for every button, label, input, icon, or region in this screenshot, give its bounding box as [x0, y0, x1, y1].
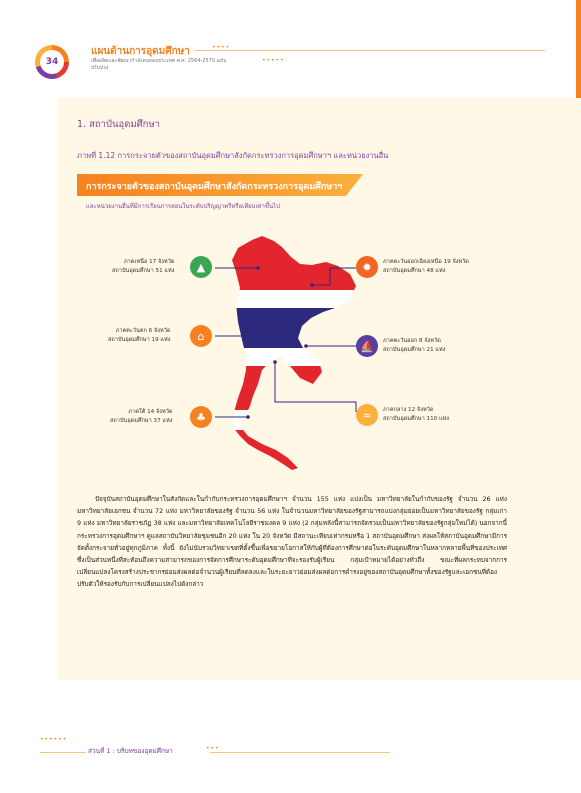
footer-dots-2: ••• — [206, 745, 220, 752]
header-dots-2: ••••• — [262, 57, 285, 64]
header-subtitle: เพื่อผลิตและพัฒนากำลังคนของประเทศ พ.ศ. 2564-2570 ฉบับปรับปรุง — [91, 58, 227, 71]
infographic-banner-subtitle: และหน่วยงานอื่นที่มีการเรียนการสอนในระดับปริญญาตรีหรือเทียบเท่าขึ้นไป — [86, 203, 280, 210]
footer-dots: •••••• — [40, 736, 68, 743]
footer-divider — [40, 752, 86, 753]
figure-caption: ภาพที่ 1.12 การกระจายตัวของสถาบันอุดมศึกษาสังกัดกระทรวงการอุดมศึกษาฯ และหน่วยงานอื่น — [77, 151, 389, 160]
region-west-label: ภาคตะวันตก 6 จังหวัด สถาบันอุดมศึกษา 19 แห่ง — [108, 328, 171, 343]
region-south-label: ภาคใต้ 14 จังหวัด สถาบันอุดมศึกษา 37 แห่ง — [110, 409, 173, 424]
header-title: แผนด้านการอุดมศึกษา — [91, 46, 190, 57]
section-title: 1. สถาบันอุดมศึกษา — [77, 119, 161, 130]
region-central-label: ภาคกลาง 12 จังหวัด สถาบันอุดมศึกษา 110 แห่ง — [383, 407, 450, 422]
footer-text: ส่วนที่ 1 : บริบทของอุดมศึกษา — [88, 747, 173, 755]
mountain-icon: ▲ — [190, 256, 212, 278]
palm-tree-icon: ♣ — [190, 406, 212, 428]
body-paragraph: ปัจจุบันสถาบันอุดมศึกษาในสังกัดและในกำกับกระทรวงการอุดมศึกษาฯ จำนวน 155 แห่ง แบ่งเป็น มหาวิทยาลัยในกำกับของรัฐ จำนวน 26 แห่ง มหาวิทยาลัยเอกชน จำนวน 72 แห่ง มหาวิทยาลัยของรัฐ จำนวน 56 แห่ง ในจำนวนมหาวิทยาลัยของรัฐสามารถแบ่งกลุ่มย่อยเป็นมหาวิทยาลัยของรัฐ กลุ่มเก่า 9 แห่ง มหาวิทยาลัยราชภัฏ 38 แห่ง และมหาวิทยาลัยเทคโนโลยีราชมงคล 9 แห่ง (2 กลุ่มหลังนี้สามารถจัดรวมเป็นมหาวิทยาลัยของรัฐกลุ่มใหม่ได้) นอกจากนี้ กระทรวงการอุดมศึกษาฯ ดูแลสถาบันวิทยาลัยชุมชนอีก 20 แห่ง ใน 20 จังหวัด มีสถานะเทียบเท่ากรมหรือ 1 สถาบันอุดมศึกษา ส่งผลให้สถาบันอุดมศึกษามีการจัดตั้งกระจายทั่วอยู่ทุกภูมิภาค ทั้งนี้ ยังไม่นับรวมวิทยาเขตที่ตั้งขึ้นเพื่อขยายโอกาสให้กับผู้ที่ต้องการศึกษาต่อในระดับอุดมศึกษาในหลากหลายพื้นที่ของประเทศ ซึ่งเป็นส่วนหนึ่งที่สะท้อนถึงความสามารถของการจัดการศึกษาระดับอุดมศึกษาที่จะรองรับผู้เรียน กลุ่มเป้าหมายได้อย่างทั่วถึง ขณะที่ผลกระทบจากการเปลี่ยนแปลงโครงสร้างประชากรย่อมส่งผลต่อจำนวนผู้เรียนที่ลดลงและในระยะยาวย่อมส่งผลต่อการดำรงอยู่ของสถาบันอุดมศึกษาทั้งของรัฐและเอกชนที่ต้องปรับตัวให้รองรับกับการเปลี่ยนแปลงไปดังกล่าว — [77, 495, 507, 589]
sun-icon: ✹ — [356, 256, 378, 278]
temple-icon: ⌂ — [190, 325, 212, 347]
infographic-banner-title: การกระจายตัวของสถาบันอุดมศึกษาสังกัดกระทรวงการอุดมศึกษาฯ — [86, 182, 343, 192]
wave-icon: ≈ — [356, 404, 378, 426]
region-northeast-label: ภาคตะวันออกเฉียงเหนือ 19 จังหวัด สถาบันอุดมศึกษา 48 แห่ง — [383, 259, 469, 274]
page-number: 34 — [40, 50, 64, 74]
sailboat-icon: ⛵ — [356, 335, 378, 357]
region-east-label: ภาคตะวันออก 8 จังหวัด สถาบันอุดมศึกษา 21 แห่ง — [383, 338, 446, 353]
footer-divider-2 — [210, 752, 390, 753]
region-north-label: ภาคเหนือ 17 จังหวัด สถาบันอุดมศึกษา 51 แห่ง — [112, 259, 175, 274]
header-dots: •••• — [212, 44, 231, 51]
